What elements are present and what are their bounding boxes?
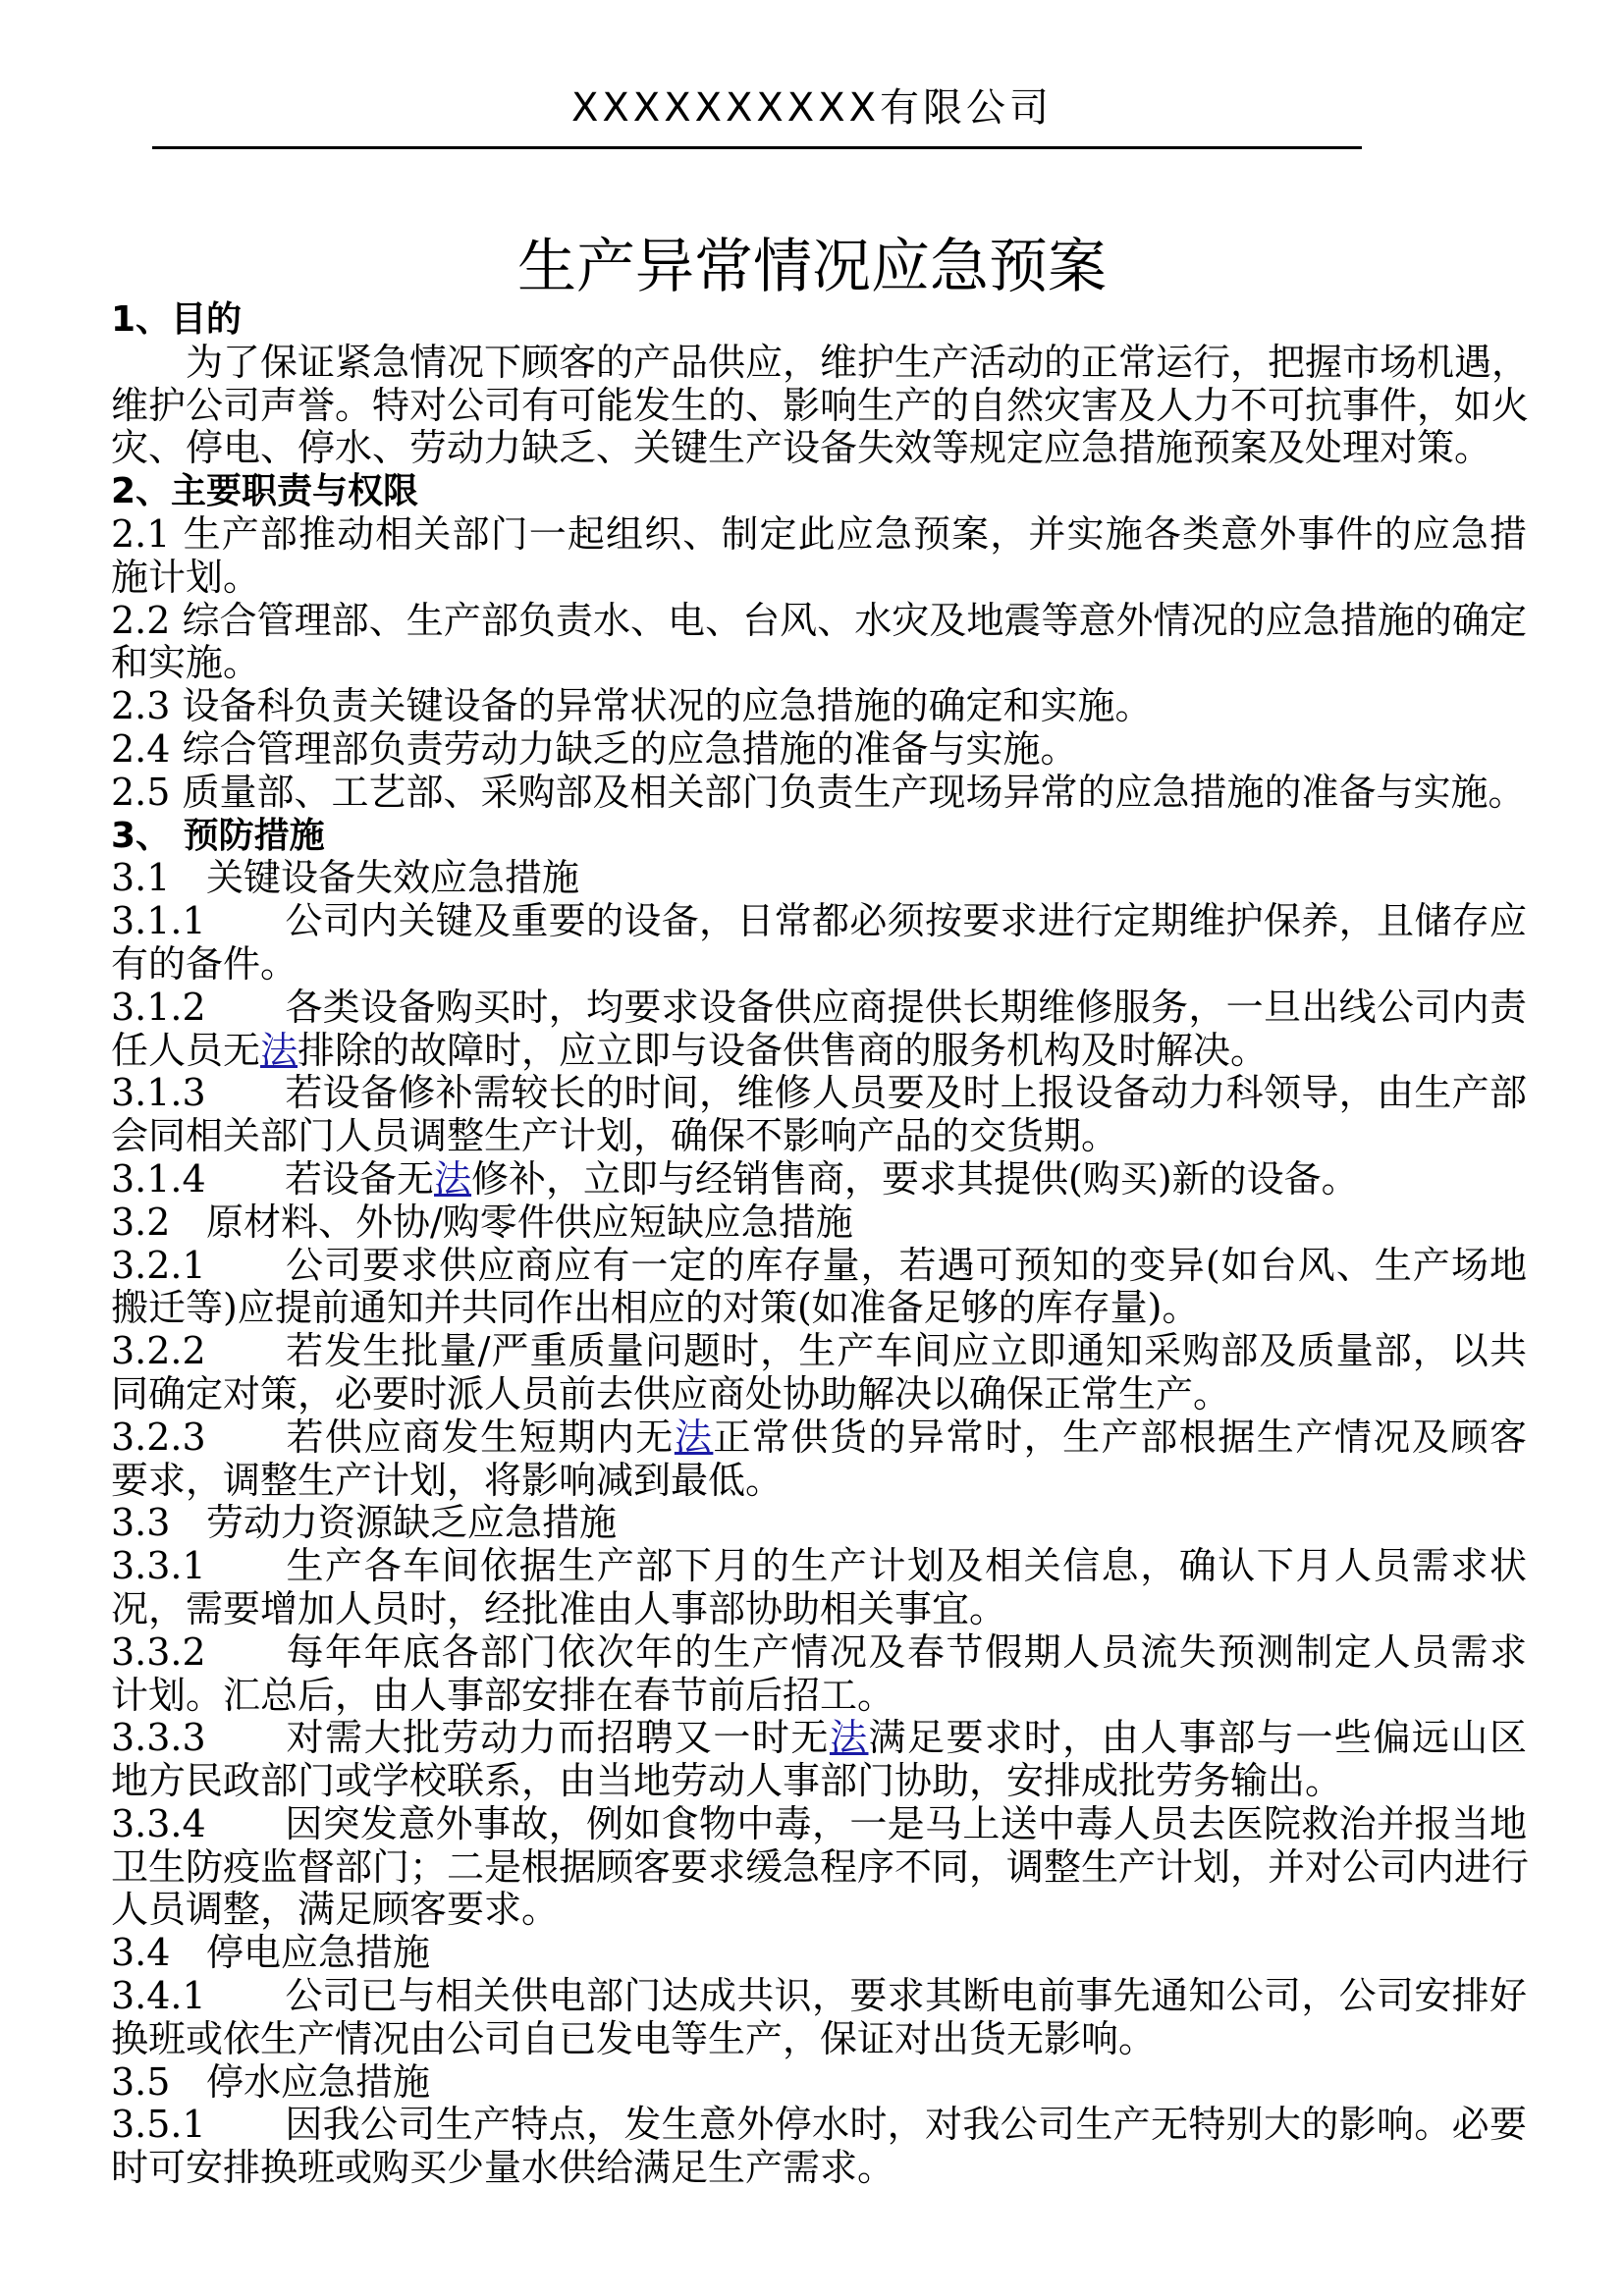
line-text: 灾、停电、停水、劳动力缺乏、关键生产设备失效等规定应急措施预案及处理对策。 [111, 426, 1492, 470]
line-text: 施计划。 [111, 555, 261, 599]
clause-number: 3.1.1 [111, 899, 206, 943]
paragraph-line [111, 900, 1527, 943]
line-text: 时可安排换班或购买少量水供给满足生产需求。 [111, 2146, 895, 2190]
clause-number: 3.1.4 [111, 1156, 206, 1201]
line-text: 关键设备失效应急措施 [206, 856, 580, 900]
paragraph-line [111, 2061, 1527, 2105]
line-text: 地方民政部门或学校联系，由当地劳动人事部门协助，安排成批劳务输出。 [111, 1759, 1343, 1803]
paragraph-line [111, 1588, 1527, 1631]
paragraph-line [111, 513, 1527, 557]
paragraph-line [111, 1975, 1527, 2018]
paragraph-line [111, 1330, 1527, 1373]
paragraph-line [111, 943, 1527, 987]
line-text: 各类设备购买时，均要求设备供应商提供长期维修服务，一旦出线公司内责 [285, 985, 1527, 1029]
line-text: 满足要求时，由人事部与一些偏远山区 [868, 1716, 1527, 1760]
paragraph-line [111, 1115, 1527, 1158]
line-text: 搬迁等)应提前通知并共同作出相应的对策(如准备足够的库存量)。 [111, 1286, 1200, 1330]
line-text: 停水应急措施 [206, 2059, 431, 2104]
paragraph-line [111, 728, 1527, 772]
paragraph-line [111, 1932, 1527, 1975]
document-body [111, 298, 1530, 2190]
paragraph-line [111, 1717, 1527, 1760]
line-text: 若设备修补需较长的时间，维修人员要及时上报设备动力科领导，由生产部 [285, 1071, 1527, 1115]
line-text: 人员调整，满足顾客要求。 [111, 1888, 560, 1932]
section-heading [111, 470, 1527, 513]
paragraph-line [111, 1245, 1527, 1288]
section-heading [111, 815, 1527, 858]
line-text: 计划。汇总后，由人事部安排在春节前后招工。 [111, 1673, 895, 1717]
clause-number: 2.5 [111, 770, 171, 814]
paragraph-line [111, 1631, 1527, 1675]
clause-number: 3.2.1 [111, 1243, 206, 1287]
line-text: 对需大批劳动力而招聘又一时无 [285, 1716, 830, 1760]
clause-number: 3.4.1 [111, 1974, 206, 2018]
paragraph-line [111, 1502, 1527, 1545]
line-text: 要求，调整生产计划，将影响减到最低。 [111, 1458, 784, 1502]
paragraph-line [111, 2147, 1527, 2190]
paragraph-line [111, 1889, 1527, 1932]
clause-number: 3.3.2 [111, 1629, 206, 1674]
clause-number: 3.5 [111, 2059, 171, 2104]
line-text: 停电应急措施 [206, 1931, 431, 1975]
clause-number: 3.1.3 [111, 1071, 206, 1115]
paragraph-line [111, 340, 1530, 385]
clause-number: 3.1 [111, 856, 171, 900]
document-title: 生产异常情况应急预案 [517, 233, 1107, 301]
paragraph-line [111, 1030, 1527, 1073]
section-heading [111, 298, 1527, 342]
line-text: 生产部推动相关部门一起组织、制定此应急预案，并实施各类意外事件的应急措 [182, 511, 1527, 556]
line-text: 正常供货的异常时，生产部根据生产情况及顾客 [713, 1415, 1527, 1459]
clause-number: 3.3.4 [111, 1801, 206, 1845]
clause-number: 3.1.2 [111, 985, 206, 1029]
paragraph-line [111, 383, 1530, 428]
line-text: 公司已与相关供电部门达成共识，要求其断电前事先通知公司，公司安排好 [285, 1974, 1527, 2018]
paragraph-line [111, 557, 1527, 600]
clause-number: 2.2 [111, 598, 171, 642]
paragraph-line [111, 427, 1527, 470]
clause-number: 3.3.1 [111, 1544, 206, 1588]
line-text: 会同相关部门人员调整生产计划，确保不影响产品的交货期。 [111, 1114, 1119, 1158]
paragraph-line [111, 987, 1527, 1030]
clause-number: 3.2.2 [111, 1329, 206, 1373]
line-text: 换班或依生产情况由公司自已发电等生产，保证对出货无影响。 [111, 2016, 1157, 2060]
hyperlink[interactable]: 法 [674, 1415, 714, 1459]
line-text: 原材料、外协/购零件供应短缺应急措施 [206, 1200, 853, 1244]
line-text: 况，需要增加人员时，经批准由人事部协助相关事宜。 [111, 1586, 1007, 1630]
clause-number: 2.3 [111, 684, 171, 728]
paragraph-line [111, 642, 1527, 685]
line-text: 为了保证紧急情况下顾客的产品供应，维护生产活动的正常运行，把握市场机遇， [186, 340, 1530, 384]
paragraph-line [111, 1844, 1530, 1890]
paragraph-line [111, 2104, 1527, 2147]
paragraph-line [111, 1072, 1527, 1115]
line-text: 卫生防疫监督部门；二是根据顾客要求缓急程序不同，调整生产计划，并对公司内进行 [111, 1844, 1530, 1889]
paragraph-line [111, 1460, 1527, 1503]
line-text: 生产各车间依据生产部下月的生产计划及相关信息，确认下月人员需求状 [285, 1544, 1527, 1588]
company-header: XXXXXXXXXX有限公司 [570, 85, 1054, 131]
line-text: 每年年底各部门依次年的生产情况及春节假期人员流失预测制定人员需求 [285, 1629, 1527, 1674]
paragraph-line [111, 1545, 1527, 1588]
paragraph-line [111, 1803, 1527, 1846]
paragraph-line [111, 685, 1527, 728]
line-text: 任人员无 [111, 1028, 261, 1072]
line-text: 有的备件。 [111, 941, 298, 986]
paragraph-line [111, 1201, 1527, 1245]
line-text: 若供应商发生短期内无 [285, 1415, 675, 1459]
paragraph-line [111, 772, 1527, 815]
line-text: 修补，立即与经销售商，要求其提供(购买)新的设备。 [471, 1156, 1359, 1201]
line-text: 综合管理部、生产部负责水、电、台风、水灾及地震等意外情况的应急措施的确定 [182, 598, 1527, 642]
line-text: 若发生批量/严重质量问题时，生产车间应立即通知采购部及质量部，以共 [285, 1329, 1527, 1373]
clause-number: 3.2.3 [111, 1415, 206, 1459]
paragraph-line [111, 1158, 1527, 1201]
clause-number: 3.2 [111, 1200, 171, 1244]
line-text: 因突发意外事故，例如食物中毒，一是马上送中毒人员去医院救治并报当地 [285, 1801, 1527, 1845]
line-text: 2、主要职责与权限 [111, 471, 419, 512]
line-text: 3、 预防措施 [111, 815, 325, 856]
paragraph-line [111, 1373, 1527, 1416]
line-text: 质量部、工艺部、采购部及相关部门负责生产现场异常的应急措施的准备与实施。 [182, 770, 1526, 814]
paragraph-line [111, 1416, 1527, 1460]
line-text: 同确定对策，必要时派人员前去供应商处协助解决以确保正常生产。 [111, 1371, 1231, 1415]
hyperlink[interactable]: 法 [434, 1156, 472, 1201]
paragraph-line [111, 1287, 1527, 1330]
header-divider [152, 146, 1362, 149]
hyperlink[interactable]: 法 [260, 1028, 298, 1072]
paragraph-line [111, 1675, 1527, 1718]
clause-number: 3.4 [111, 1931, 171, 1975]
line-text: 因我公司生产特点，发生意外停水时，对我公司生产无特别大的影响。必要 [285, 2103, 1527, 2147]
clause-number: 2.4 [111, 726, 171, 771]
line-text: 若设备无 [285, 1156, 435, 1201]
line-text: 排除的故障时，应立即与设备供售商的服务机构及时解决。 [298, 1028, 1269, 1072]
clause-number: 3.3 [111, 1501, 171, 1545]
clause-number: 3.3.3 [111, 1716, 206, 1760]
clause-number: 2.1 [111, 511, 171, 556]
line-text: 综合管理部负责劳动力缺乏的应急措施的准备与实施。 [182, 726, 1078, 771]
line-text: 维护公司声誉。特对公司有可能发生的、影响生产的自然灾害及人力不可抗事件，如火 [111, 383, 1530, 427]
line-text: 设备科负责关键设备的异常状况的应急措施的确定和实施。 [182, 684, 1153, 728]
line-text: 劳动力资源缺乏应急措施 [206, 1501, 618, 1545]
line-text: 公司内关键及重要的设备，日常都必须按要求进行定期维护保养，且储存应 [285, 899, 1527, 943]
paragraph-line [111, 1760, 1527, 1803]
clause-number: 3.5.1 [111, 2103, 206, 2147]
hyperlink[interactable]: 法 [829, 1716, 869, 1760]
line-text: 和实施。 [111, 641, 261, 685]
paragraph-line [111, 857, 1527, 900]
paragraph-line [111, 600, 1527, 643]
line-text: 1、目的 [111, 299, 243, 340]
line-text: 公司要求供应商应有一定的库存量，若遇可预知的变异(如台风、生产场地 [285, 1243, 1527, 1287]
paragraph-line [111, 2018, 1527, 2061]
